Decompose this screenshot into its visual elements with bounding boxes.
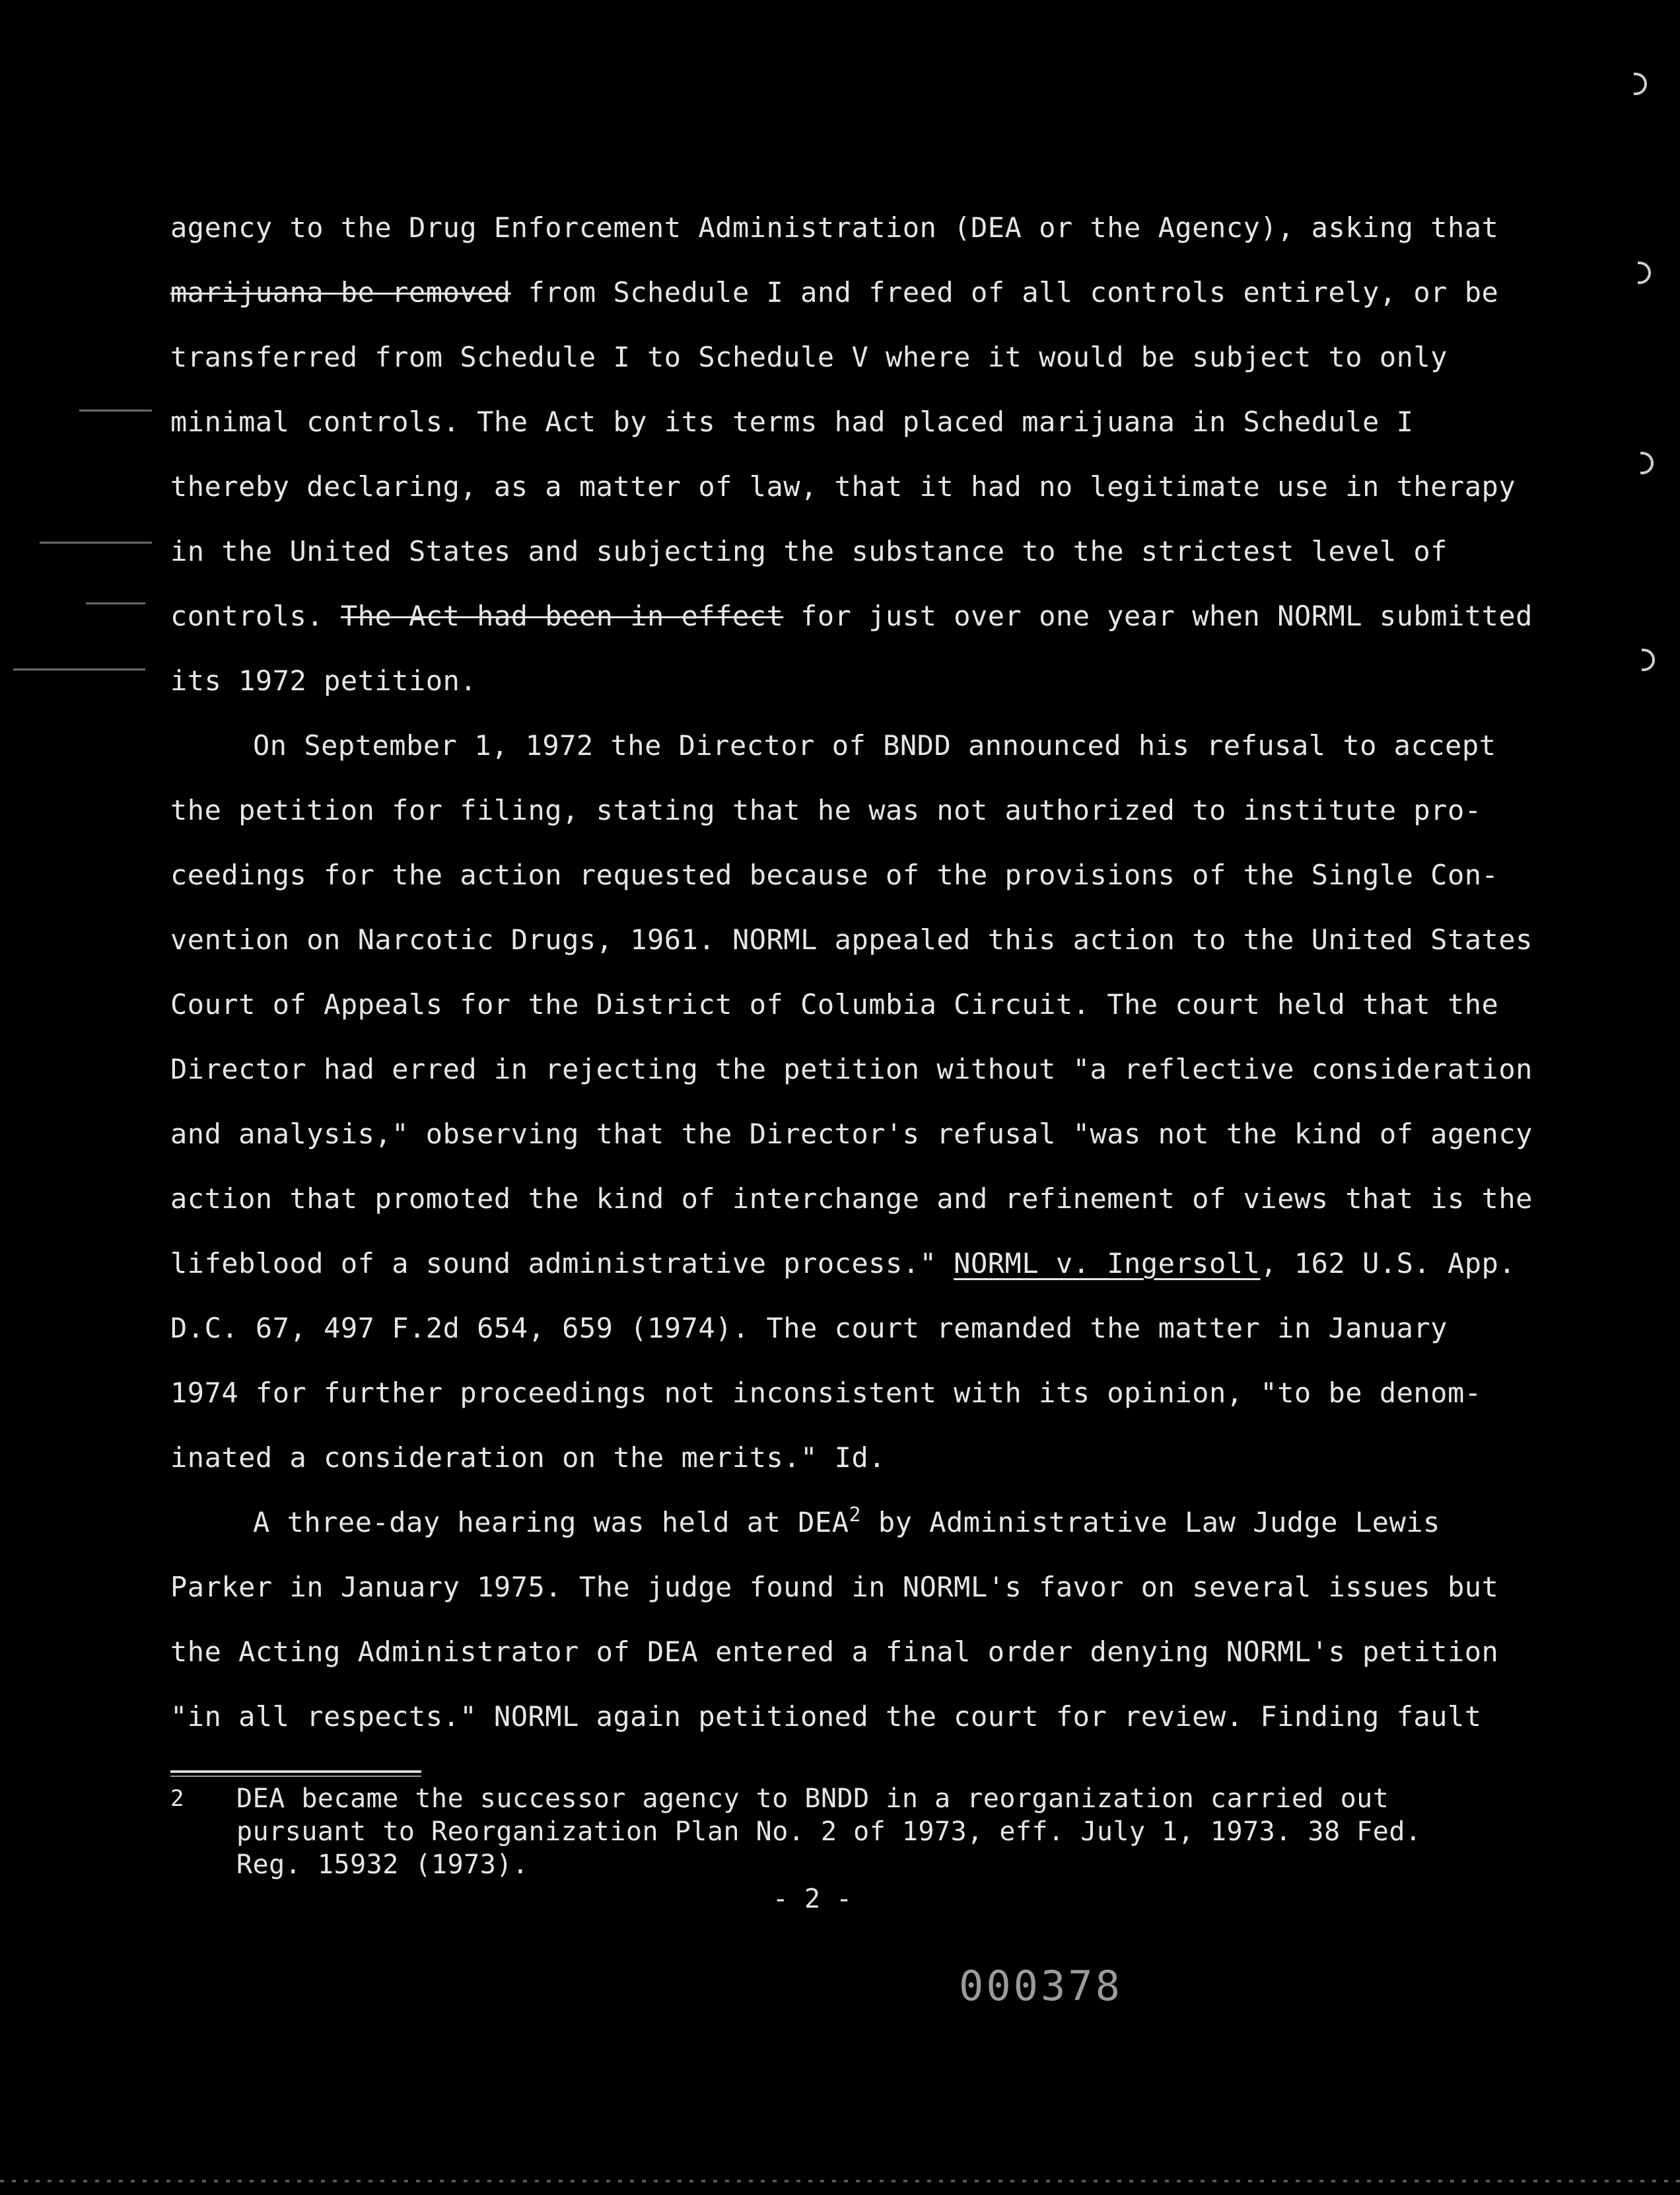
text-line <box>170 260 1518 325</box>
margin-smudge <box>40 542 152 544</box>
text-line: thereby declaring, as a matter of law, that it had no legitimate use in therapy <box>170 470 1516 503</box>
text-line: its 1972 petition. <box>170 665 477 697</box>
text-line <box>170 1231 1518 1296</box>
text-segment: , 162 U.S. App. <box>1260 1247 1516 1279</box>
footnote-number: 2 <box>170 1785 184 1812</box>
text-segment: A three-day hearing was held at DEA <box>253 1506 849 1538</box>
footnote-reference: 2 <box>849 1503 862 1527</box>
footnote-line: Reg. 15932 (1973). <box>236 1850 529 1880</box>
text-segment: by Administrative Law Judge Lewis <box>861 1506 1440 1538</box>
text-line: the petition for filing, stating that he was not authorized to institute pro- <box>170 794 1482 826</box>
margin-smudge <box>86 602 145 604</box>
struck-text: The Act had been in effect <box>340 600 784 632</box>
text-line: vention on Narcotic Drugs, 1961. NORML appealed this action to the United States <box>170 923 1533 956</box>
text-line: Parker in January 1975. The judge found in NORML's favor on several issues but <box>170 1571 1499 1603</box>
bates-number: 000378 <box>959 1962 1123 2010</box>
struck-text: marijuana be removed <box>170 276 511 308</box>
binder-hole-mark <box>1640 452 1654 474</box>
page-number: - 2 - <box>772 1884 853 1914</box>
text-line <box>170 584 1533 649</box>
text-line: On September 1, 1972 the Director of BNDD announced his refusal to accept <box>253 729 1496 762</box>
text-segment: for just over one year when NORML submitted <box>783 600 1533 632</box>
margin-smudge <box>13 668 145 670</box>
text-line: "in all respects." NORML again petitioned the court for review. Finding fault <box>170 1700 1482 1733</box>
text-segment: from Schedule I and freed of all controls entirely, or be <box>510 276 1499 308</box>
footnote-line: DEA became the successor agency to BNDD in a reorganization carried out <box>236 1783 1389 1814</box>
binder-hole-mark <box>1638 262 1651 284</box>
margin-smudge <box>79 410 152 412</box>
text-line <box>170 1490 1518 1555</box>
binder-hole-mark <box>1642 649 1655 671</box>
footnote-divider <box>170 1770 421 1773</box>
text-line: action that promoted the kind of interchange and refinement of views that is the <box>170 1182 1533 1215</box>
text-line: Director had erred in rejecting the petition without "a reflective consideration <box>170 1053 1533 1085</box>
text-line: inated a consideration on the merits." Id. <box>170 1441 886 1474</box>
footnote-body <box>236 1782 1518 1881</box>
text-line: 1974 for further proceedings not inconsistent with its opinion, "to be denom- <box>170 1377 1482 1409</box>
text-line: transferred from Schedule I to Schedule V where it would be subject to only <box>170 341 1448 373</box>
footnote-divider <box>170 1776 421 1777</box>
text-line: ceedings for the action requested because of the provisions of the Single Con- <box>170 859 1499 891</box>
body-text <box>170 196 1533 1749</box>
text-line: agency to the Drug Enforcement Administration (DEA or the Agency), asking that <box>170 211 1499 244</box>
text-line: the Acting Administrator of DEA entered a final order denying NORML's petition <box>170 1636 1499 1668</box>
text-line: Court of Appeals for the District of Columbia Circuit. The court held that the <box>170 988 1499 1021</box>
text-line: and analysis," observing that the Director's refusal "was not the kind of agency <box>170 1118 1533 1150</box>
text-line: in the United States and subjecting the substance to the strictest level of <box>170 535 1448 567</box>
binder-hole-mark <box>1634 73 1647 95</box>
text-line: D.C. 67, 497 F.2d 654, 659 (1974). The court remanded the matter in January <box>170 1312 1448 1344</box>
footnote-line: pursuant to Reorganization Plan No. 2 of 1973, eff. July 1, 1973. 38 Fed. <box>236 1817 1422 1847</box>
text-segment: controls. <box>170 600 341 632</box>
case-citation: NORML v. Ingersoll <box>954 1247 1261 1279</box>
text-segment: lifeblood of a sound administrative process." <box>170 1247 954 1279</box>
text-line: minimal controls. The Act by its terms had placed marijuana in Schedule I <box>170 406 1414 438</box>
scan-edge-noise <box>0 2180 1680 2182</box>
